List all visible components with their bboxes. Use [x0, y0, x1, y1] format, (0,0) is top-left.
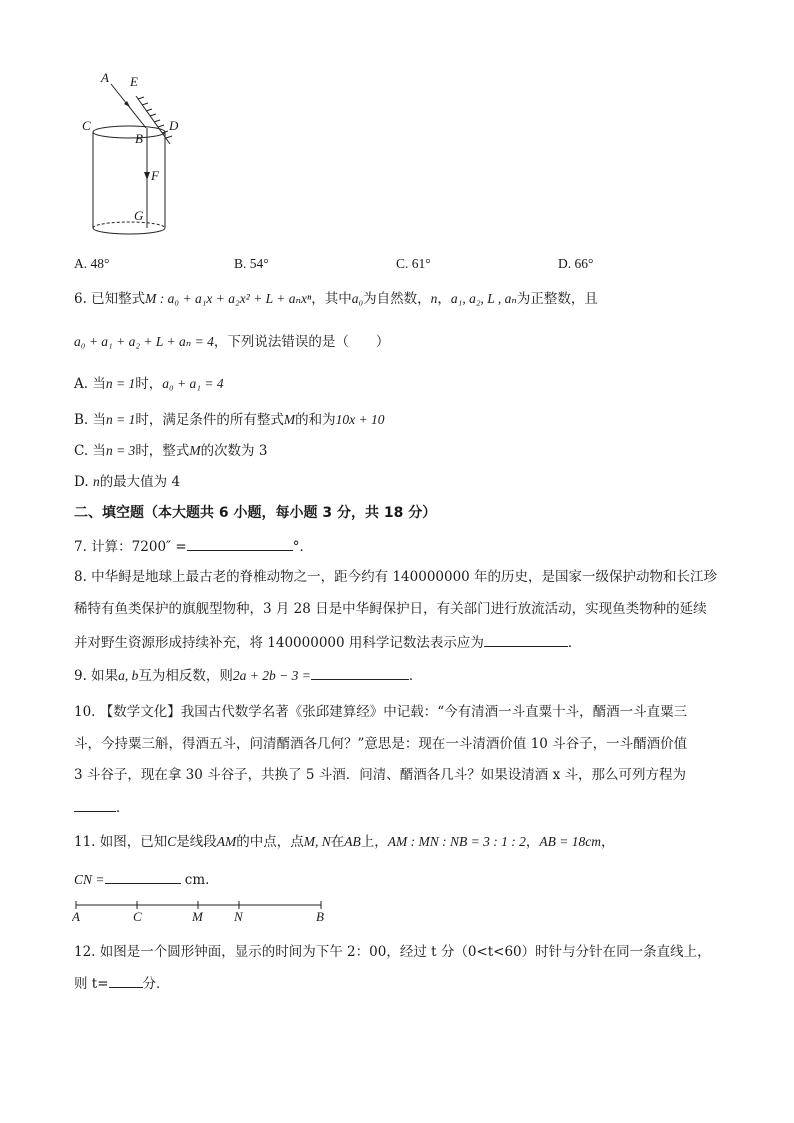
segment-diagram: [72, 896, 332, 924]
label-A: A: [101, 70, 109, 85]
q5-option-d[interactable]: D. 66°: [558, 256, 594, 271]
cylinder-figure: [78, 70, 188, 240]
q12-line-1: 12. 如图是一个圆形钟面，显示的时间为下午 2：00，经过 t 分（0<t<60）时针与分针在同一条直线上，: [74, 944, 711, 960]
q7-answer-blank[interactable]: [187, 536, 293, 551]
q11-line-1: 11. 如图，已知C是线段AM的中点，点M, N在AB上，AM : MN : NB = 3 : 1 : 2，AB = 18cm，: [74, 834, 615, 850]
q8-line-3: 并对野生资源形成持续补充，将 140000000 用科学记数法表示应为 ．: [74, 632, 581, 652]
q7: 7. 计算：7200″ = °．: [74, 536, 313, 556]
segment-label-A: A: [72, 909, 80, 924]
q10-answer-blank[interactable]: [74, 797, 116, 812]
q10-line-3: 3 斗谷子，现在拿 30 斗谷子，共换了 5 斗酒．问清、醑酒各几斗？如果设清酒 x 斗，那么可列方程为: [74, 767, 687, 783]
q6-stem: 6. 已知整式M : a₀ + a₁x + a₂x² + L + aₙxⁿ，其中a₀为自然数，n，a₁, a₂, L , aₙ为正整数，且: [74, 291, 598, 307]
q5-option-c[interactable]: C. 61°: [396, 256, 431, 271]
segment-label-B: B: [316, 909, 324, 924]
q6-option-a[interactable]: A. 当n = 1时，a₀ + a₁ = 4: [74, 376, 224, 392]
q11-answer-blank[interactable]: [105, 869, 181, 884]
q5-option-a[interactable]: A. 48°: [74, 256, 110, 271]
label-D: D: [169, 118, 179, 133]
q6-polynomial: M : a₀ + a₁x + a₂x² + L + aₙxⁿ: [145, 291, 312, 306]
q8-line-1: 8. 中华鲟是地球上最古老的脊椎动物之一，距今约有 140000000 年的历史，是国家一级保护动物和长江珍: [74, 569, 718, 585]
q9-answer-blank[interactable]: [311, 665, 409, 680]
q10-line-2: 斗，今持粟三斛，得酒五斗，问清醑酒各几何？”意思是：现在一斗清酒价值 10 斗谷子，一斗醑酒价值: [74, 736, 688, 752]
label-F: F: [151, 168, 159, 183]
q12-answer-blank[interactable]: [109, 973, 143, 988]
q11-line-2: CN = cm．: [74, 869, 219, 889]
q6-option-c[interactable]: C. 当n = 3时，整式M的次数为 3: [74, 443, 268, 459]
q10-line-1: 10. 【数学文化】我国古代数学名著《张邱建算经》中记载：“今有清酒一斗直粟十斗，醑酒一斗直粟三: [74, 704, 688, 720]
q10-line-4: ．: [74, 797, 130, 817]
segment-label-M: M: [192, 909, 203, 924]
q12-line-2: 则 t= 分．: [74, 973, 170, 993]
q6-condition: a₀ + a₁ + a₂ + L + aₙ = 4，下列说法错误的是（ ）: [74, 334, 390, 350]
label-E: E: [130, 74, 138, 89]
q6-option-d[interactable]: D. n的最大值为 4: [74, 474, 181, 490]
segment-label-C: C: [133, 909, 142, 924]
label-C: C: [82, 118, 91, 133]
q6-option-b[interactable]: B. 当n = 1时，满足条件的所有整式M的和为10x + 10: [74, 412, 385, 428]
cylinder-diagram: [78, 70, 188, 240]
q8-line-2: 稀特有鱼类保护的旗舰型物种，3 月 28 日是中华鲟保护日，有关部门进行放流活动，实现鱼类物种的延续: [74, 601, 707, 617]
q8-answer-blank[interactable]: [484, 632, 568, 647]
segment-label-N: N: [234, 909, 243, 924]
label-B: B: [135, 131, 143, 146]
segment-figure: [72, 896, 332, 924]
section-2-title: 二、填空题（本大题共 6 小题，每小题 3 分，共 18 分）: [74, 505, 437, 521]
q5-option-b[interactable]: B. 54°: [234, 256, 269, 271]
q9: 9. 如果a, b互为相反数，则2a + 2b − 3 = ．: [74, 665, 422, 685]
label-G: G: [134, 208, 144, 223]
